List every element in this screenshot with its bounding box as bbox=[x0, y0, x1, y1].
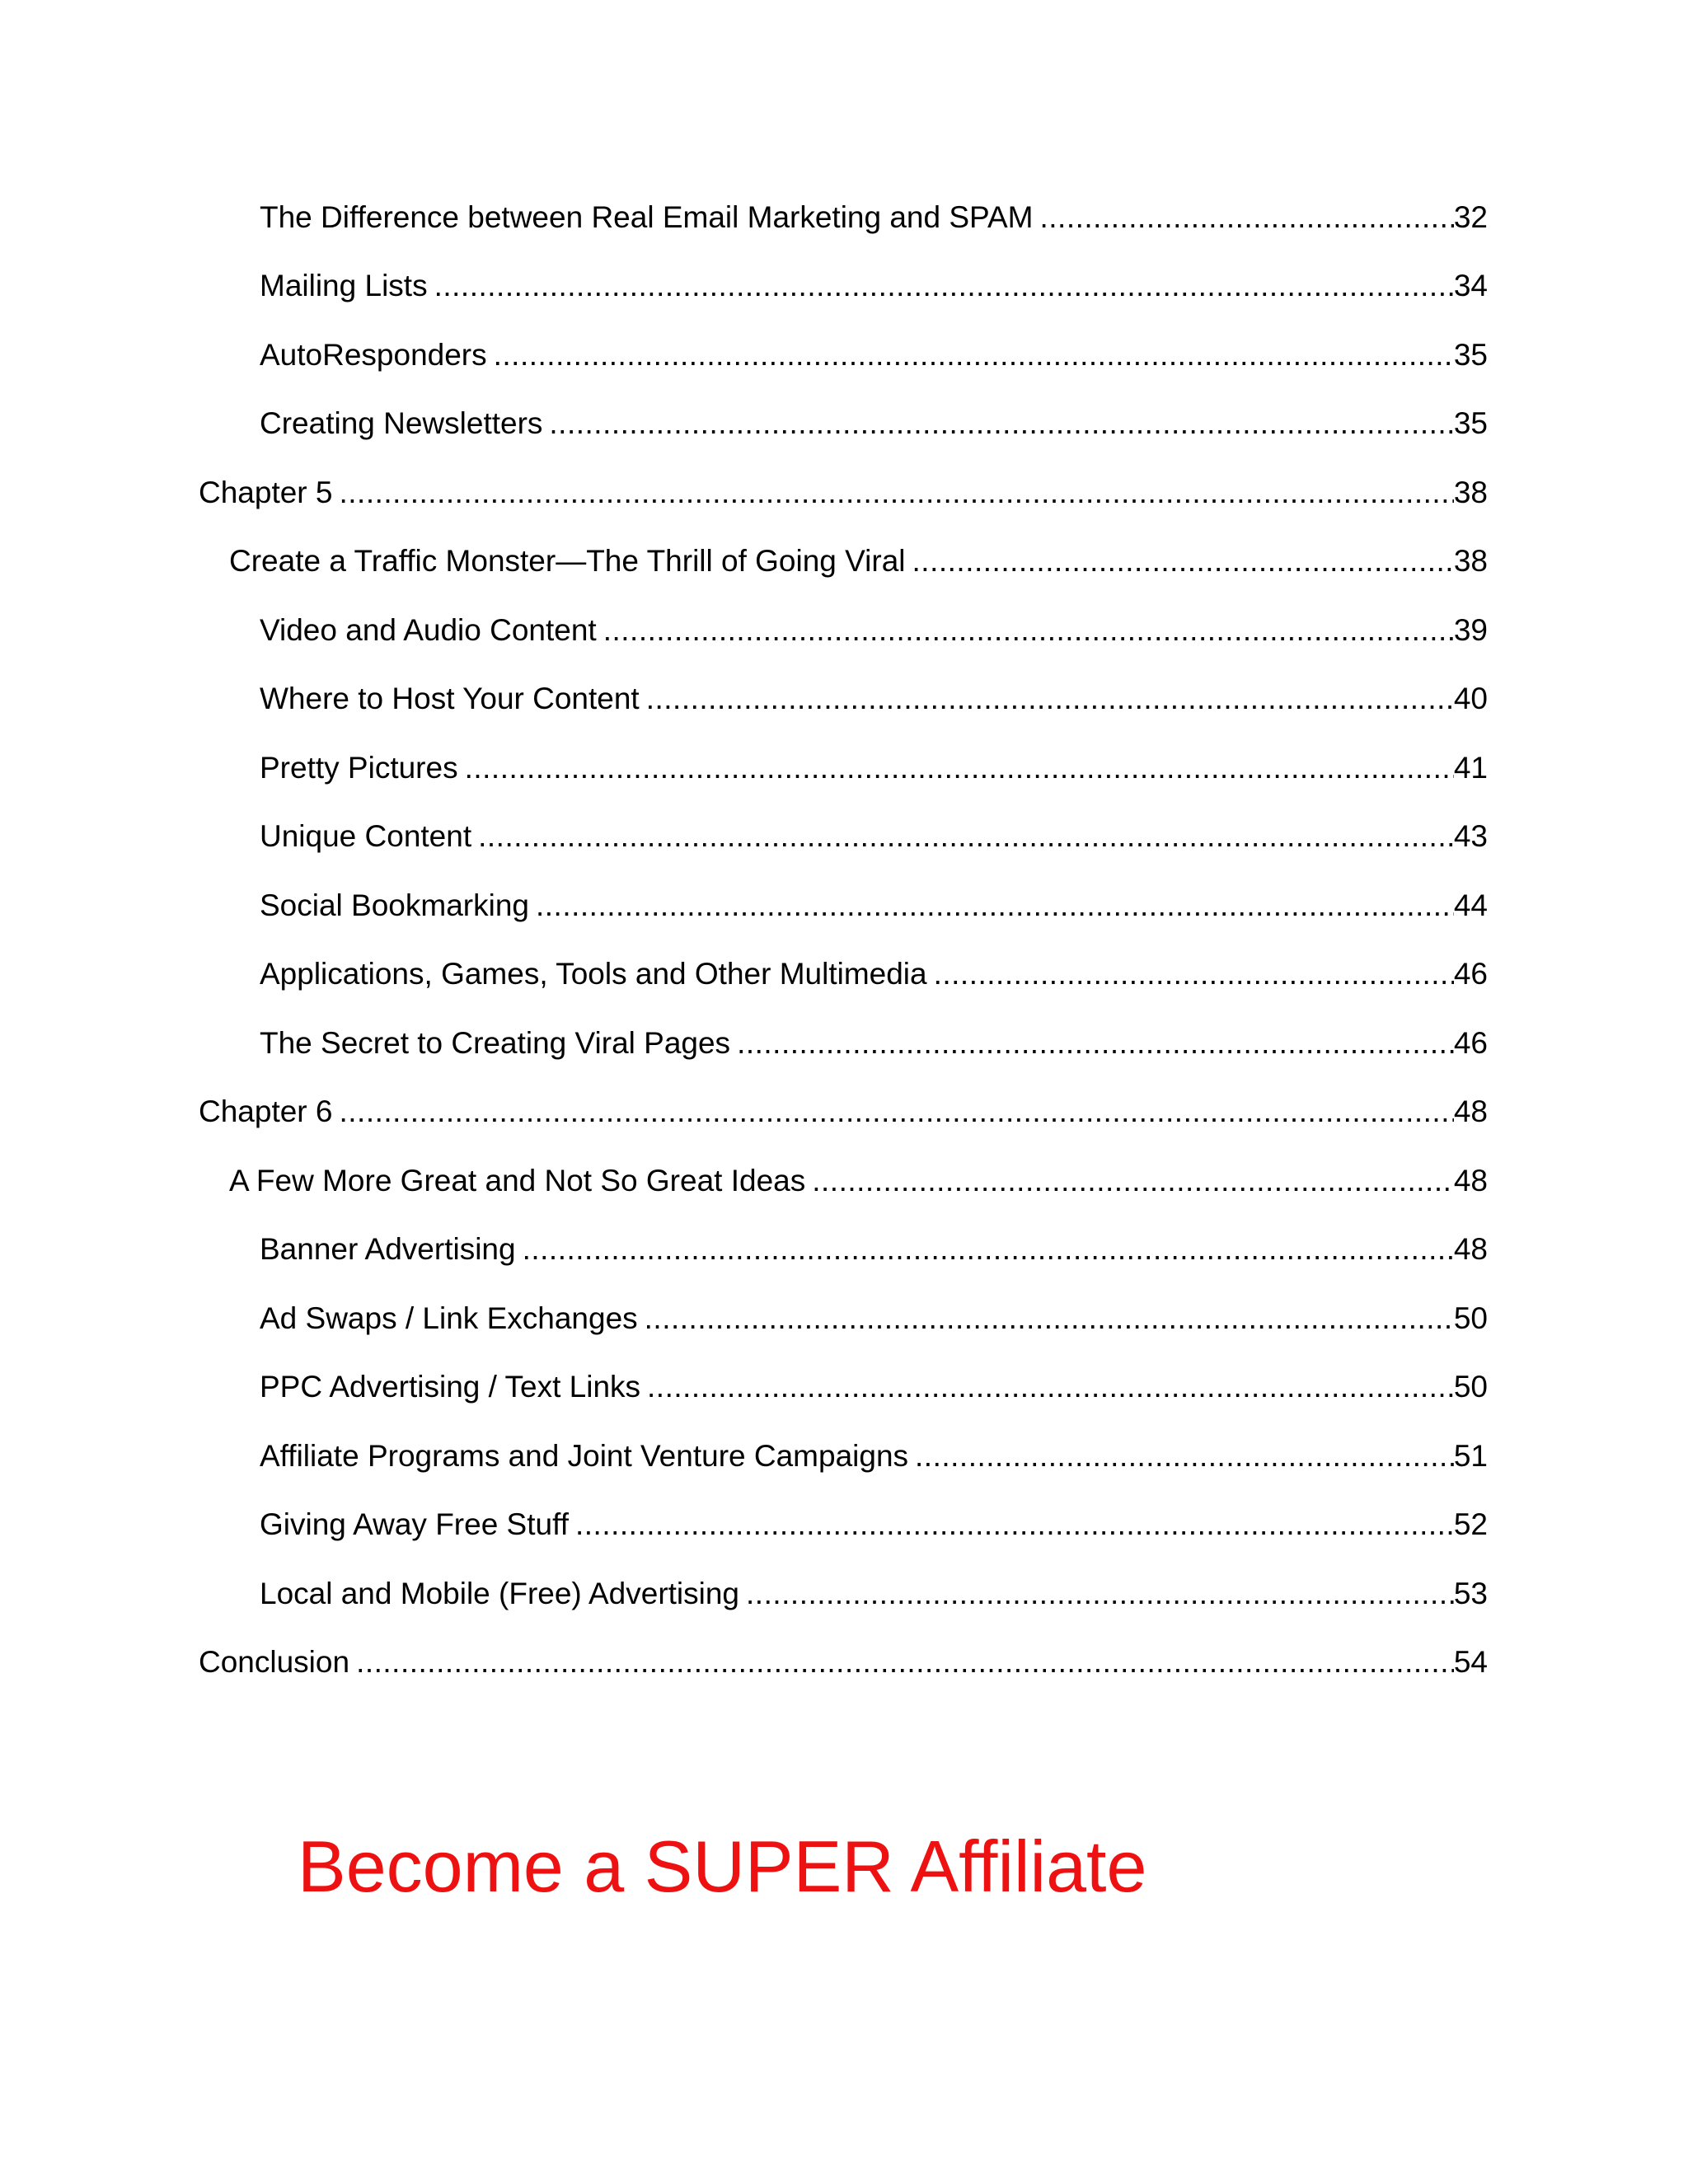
toc-entry-page: 46 bbox=[1453, 1026, 1488, 1060]
toc-entry-title: Banner Advertising bbox=[260, 1232, 516, 1266]
toc-dot-leader bbox=[934, 955, 1454, 993]
toc-dot-leader bbox=[494, 336, 1454, 374]
toc-entry[interactable] bbox=[260, 875, 1488, 925]
toc-dot-leader bbox=[603, 612, 1454, 649]
toc-dot-leader bbox=[575, 1506, 1454, 1544]
toc-section-entry[interactable] bbox=[229, 531, 1488, 580]
toc-section-entry[interactable] bbox=[229, 1151, 1488, 1200]
toc-dot-leader bbox=[812, 1162, 1454, 1200]
toc-entry-title: AutoResponders bbox=[260, 338, 487, 372]
toc-entry-title: Conclusion bbox=[199, 1645, 350, 1679]
toc-entry-title: Giving Away Free Stuff bbox=[260, 1507, 569, 1541]
toc-dot-leader bbox=[465, 749, 1454, 787]
toc-entry[interactable] bbox=[260, 600, 1488, 649]
toc-entry-title: Mailing Lists bbox=[260, 269, 428, 302]
toc-entry-page: 41 bbox=[1453, 751, 1488, 785]
toc-entry[interactable] bbox=[260, 806, 1488, 855]
toc-entry-title: Chapter 6 bbox=[199, 1094, 333, 1128]
toc-entry-page: 53 bbox=[1453, 1577, 1488, 1610]
toc-entry-title: Local and Mobile (Free) Advertising bbox=[260, 1577, 740, 1610]
toc-entry-title: PPC Advertising / Text Links bbox=[260, 1370, 641, 1404]
toc-entry[interactable] bbox=[260, 1219, 1488, 1268]
toc-dot-leader bbox=[536, 887, 1454, 925]
toc-entry[interactable] bbox=[260, 1563, 1488, 1613]
toc-chapter-entry[interactable] bbox=[199, 1081, 1488, 1131]
toc-entry-page: 48 bbox=[1453, 1094, 1488, 1128]
toc-entry-page: 35 bbox=[1453, 338, 1488, 372]
toc-dot-leader bbox=[340, 474, 1454, 512]
toc-dot-leader bbox=[1039, 199, 1453, 237]
toc-entry-title: Where to Host Your Content bbox=[260, 682, 640, 715]
toc-entry-title: Applications, Games, Tools and Other Multimedia bbox=[260, 957, 927, 991]
toc-dot-leader bbox=[746, 1575, 1454, 1613]
toc-entry-title: Chapter 5 bbox=[199, 476, 333, 509]
toc-entry-page: 44 bbox=[1453, 888, 1488, 922]
toc-entry[interactable] bbox=[260, 738, 1488, 787]
toc-entry[interactable] bbox=[260, 1357, 1488, 1406]
toc-entry-page: 54 bbox=[1453, 1645, 1488, 1679]
toc-dot-leader bbox=[912, 542, 1454, 580]
toc-entry-title: The Difference between Real Email Marketing and SPAM bbox=[260, 200, 1034, 234]
toc-dot-leader bbox=[549, 405, 1453, 443]
promo-banner-text: Become a SUPER Affiliate bbox=[298, 1825, 1147, 1907]
toc-entry-title: Video and Audio Content bbox=[260, 613, 597, 647]
toc-entry-page: 52 bbox=[1453, 1507, 1488, 1541]
toc-dot-leader bbox=[434, 267, 1454, 305]
toc-dot-leader bbox=[646, 680, 1454, 718]
toc-dot-leader bbox=[356, 1643, 1454, 1681]
toc-entry-title: Ad Swaps / Link Exchanges bbox=[260, 1301, 638, 1335]
toc-entry-page: 50 bbox=[1453, 1370, 1488, 1404]
toc-entry[interactable] bbox=[260, 1013, 1488, 1062]
toc-entry[interactable] bbox=[260, 1288, 1488, 1338]
toc-entry[interactable] bbox=[260, 1426, 1488, 1475]
toc-dot-leader bbox=[340, 1093, 1454, 1131]
toc-entry-page: 38 bbox=[1453, 544, 1488, 578]
toc-dot-leader bbox=[737, 1024, 1454, 1062]
toc-dot-leader bbox=[647, 1368, 1454, 1406]
toc-entry-page: 43 bbox=[1453, 819, 1488, 853]
toc-entry[interactable] bbox=[260, 325, 1488, 374]
toc-entry-title: The Secret to Creating Viral Pages bbox=[260, 1026, 731, 1060]
toc-entry-page: 50 bbox=[1453, 1301, 1488, 1335]
toc-chapter-entry[interactable] bbox=[199, 462, 1488, 512]
toc-entry-title: Create a Traffic Monster—The Thrill of Going Viral bbox=[229, 544, 906, 578]
toc-dot-leader bbox=[645, 1300, 1454, 1338]
toc-entry-title: A Few More Great and Not So Great Ideas bbox=[229, 1164, 806, 1197]
toc-entry[interactable] bbox=[260, 187, 1488, 237]
toc-entry-page: 34 bbox=[1453, 269, 1488, 302]
toc-entry-title: Affiliate Programs and Joint Venture Campaigns bbox=[260, 1439, 909, 1473]
toc-entry-page: 48 bbox=[1453, 1164, 1488, 1197]
toc-dot-leader bbox=[523, 1230, 1454, 1268]
toc-entry[interactable] bbox=[260, 255, 1488, 305]
toc-dot-leader bbox=[915, 1437, 1454, 1475]
toc-chapter-entry[interactable] bbox=[199, 1632, 1488, 1681]
toc-entry-page: 39 bbox=[1453, 613, 1488, 647]
toc-entry[interactable] bbox=[260, 944, 1488, 993]
toc-entry-title: Pretty Pictures bbox=[260, 751, 458, 785]
toc-entry-page: 51 bbox=[1453, 1439, 1488, 1473]
toc-entry-page: 40 bbox=[1453, 682, 1488, 715]
toc-entry[interactable] bbox=[260, 1494, 1488, 1544]
toc-entry-page: 38 bbox=[1453, 476, 1488, 509]
toc-entry[interactable] bbox=[260, 668, 1488, 718]
toc-entry-page: 46 bbox=[1453, 957, 1488, 991]
toc-entry-title: Social Bookmarking bbox=[260, 888, 529, 922]
toc-entry-page: 48 bbox=[1453, 1232, 1488, 1266]
toc-entry[interactable] bbox=[260, 393, 1488, 443]
toc-entry-page: 35 bbox=[1453, 406, 1488, 440]
toc-dot-leader bbox=[478, 818, 1454, 855]
toc-entry-page: 32 bbox=[1453, 200, 1488, 234]
toc-entry-title: Unique Content bbox=[260, 819, 472, 853]
toc-entry-title: Creating Newsletters bbox=[260, 406, 543, 440]
